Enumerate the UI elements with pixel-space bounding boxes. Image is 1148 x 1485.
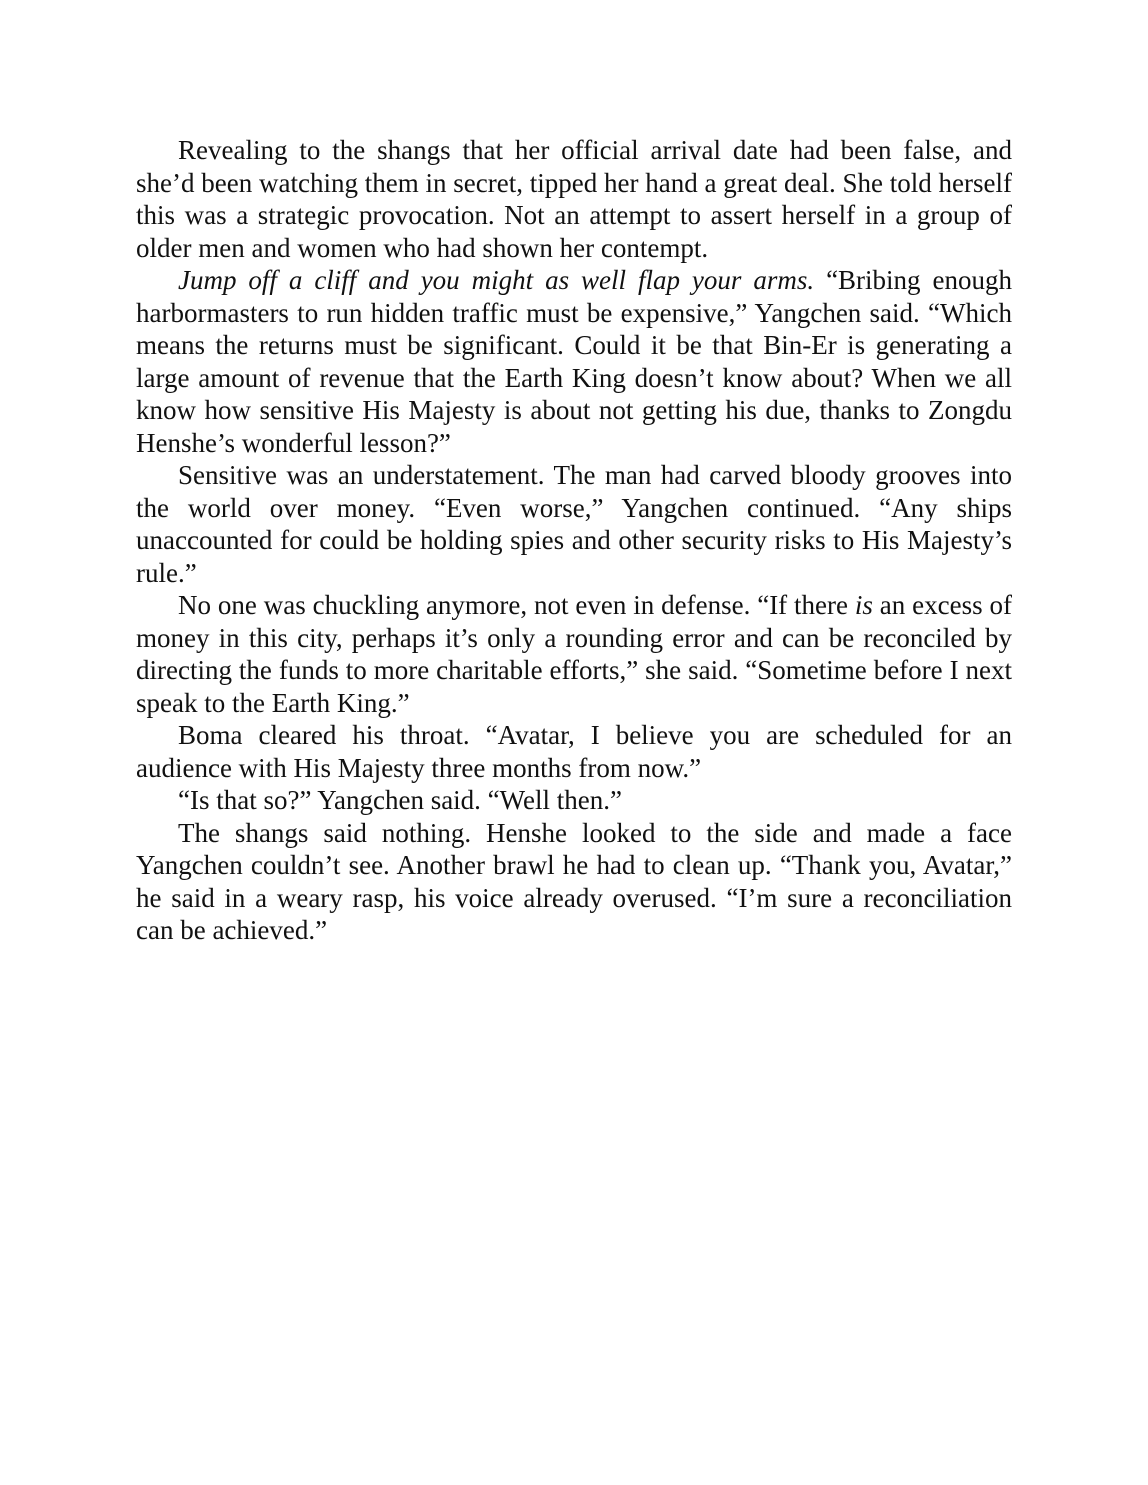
paragraph-text: The shangs said nothing. Henshe looked to the side and made a face Yangchen couldn’t see. Another brawl he had to clean up. “Thank you, Avatar,” he said in a weary rasp, his voice already overused. “I’m sure a reconciliation can be achieved.” [136, 817, 1012, 945]
paragraph-text: Sensitive was an understatement. The man had carved bloody grooves into the world over money. “Even worse,” Yangchen continued. “Any ships unaccounted for could be holding spies and other security risks to His Majesty’s rule.” [136, 460, 1012, 588]
paragraph [136, 134, 1012, 264]
paragraph-italic-text: Jump off a cliff and you might as well flap your arms. [178, 265, 815, 295]
paragraph-text: an excess of money in this city, perhaps it’s only a rounding error and can be reconciled by directing the funds to more charitable efforts,” she said. “Sometime before I next speak to the Earth King.” [136, 590, 1012, 718]
paragraph [136, 719, 1012, 784]
paragraph-text: Boma cleared his throat. “Avatar, I believe you are scheduled for an audience with His Majesty three months from now.” [136, 720, 1012, 783]
paragraph-italic-text: is [854, 590, 873, 620]
paragraph [136, 817, 1012, 947]
page-body [136, 134, 1012, 947]
paragraph-text: No one was chuckling anymore, not even in defense. “If there [178, 590, 855, 620]
paragraph [136, 589, 1012, 719]
paragraph-text: Revealing to the shangs that her official arrival date had been false, and she’d been watching them in secret, tipped her hand a great deal. She told herself this was a strategic provocation. Not an attempt to assert herself in a group of older men and women who had shown her contempt. [136, 135, 1012, 263]
paragraph-text: “Bribing enough harbormasters to run hidden traffic must be expensive,” Yangchen said. “Which means the returns must be significant. Could it be that Bin-Er is generating a large amount of revenue that the Earth King doesn’t know about? When we all know how sensitive His Majesty is about not getting his due, thanks to Zongdu Henshe’s wonderful lesson?” [136, 265, 1012, 458]
paragraph [136, 784, 1012, 817]
paragraph-text: “Is that so?” Yangchen said. “Well then.” [178, 785, 622, 815]
paragraph [136, 264, 1012, 459]
paragraph [136, 459, 1012, 589]
